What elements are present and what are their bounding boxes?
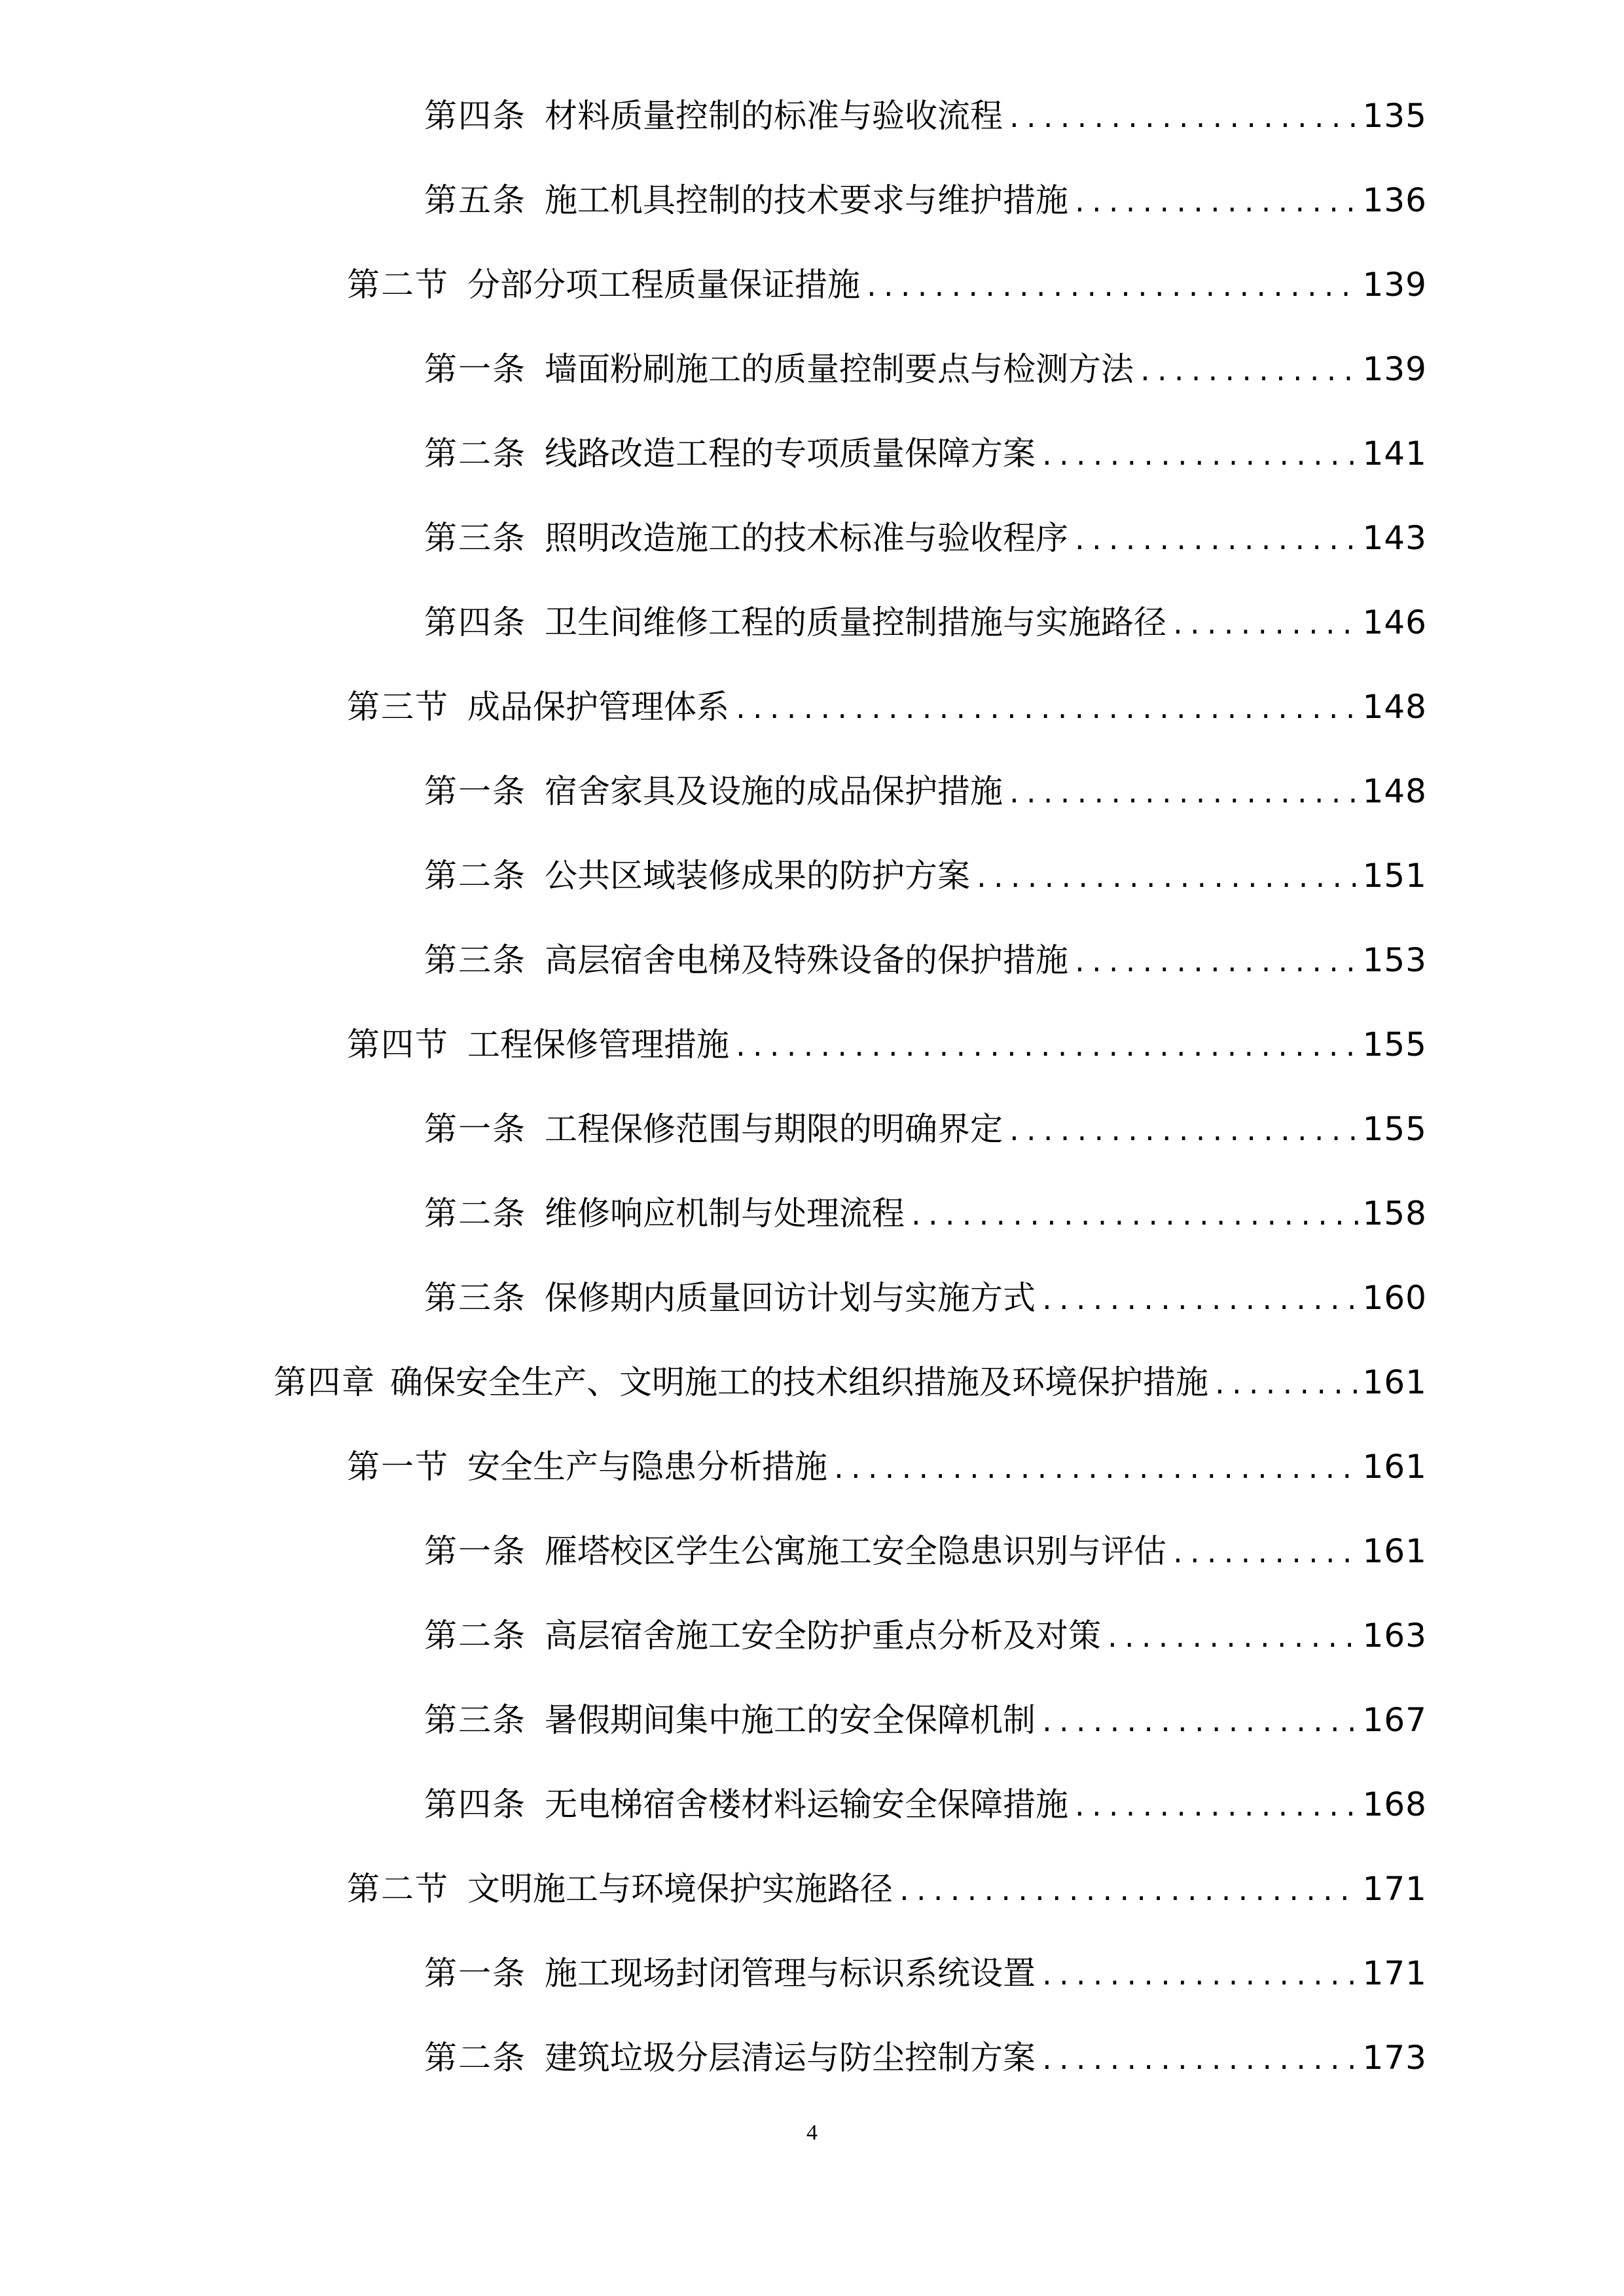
toc-entry-number: 第二节 <box>347 1869 449 1908</box>
toc-entry-body <box>347 1869 1427 1908</box>
toc-entry-page: 153 <box>1362 941 1427 979</box>
toc-entry-page: 139 <box>1362 265 1427 304</box>
toc-entry-number: 第三条 <box>424 518 526 557</box>
toc-entry[interactable] <box>424 495 1624 580</box>
toc-entry-page: 161 <box>1362 1363 1427 1401</box>
dot-leader <box>1072 950 1359 975</box>
toc-entry-title: 分部分项工程质量保证措施 <box>467 265 860 304</box>
toc-entry-title: 暑假期间集中施工的安全保障机制 <box>545 1700 1036 1739</box>
toc-entry[interactable] <box>424 2015 1624 2100</box>
toc-entry[interactable] <box>424 327 1624 411</box>
dot-leader <box>733 1035 1359 1060</box>
toc-entry-page: 148 <box>1362 687 1427 726</box>
toc-entry-title: 照明改造施工的技术标准与验收程序 <box>545 518 1068 557</box>
toc-entry-body <box>424 772 1427 810</box>
toc-entry-title: 宿舍家具及设施的成品保护措施 <box>545 772 1003 810</box>
toc-entry-page: 148 <box>1362 772 1427 810</box>
toc-entry[interactable] <box>424 73 1624 158</box>
toc-entry-page: 139 <box>1362 350 1427 388</box>
toc-entry[interactable] <box>424 411 1624 495</box>
toc-entry-title: 成品保护管理体系 <box>467 687 729 726</box>
toc-entry[interactable] <box>274 1340 1624 1424</box>
toc-entry-number: 第二条 <box>424 434 526 473</box>
toc-entry-body <box>274 1363 1427 1401</box>
toc-entry-body <box>424 434 1427 473</box>
toc-entry-page: 161 <box>1362 1447 1427 1486</box>
toc-entry-title: 墙面粉刷施工的质量控制要点与检测方法 <box>545 350 1134 388</box>
toc-entry-number: 第一条 <box>424 350 526 388</box>
toc-entry-number: 第三条 <box>424 941 526 979</box>
toc-entry-title: 雁塔校区学生公寓施工安全隐患识别与评估 <box>545 1532 1166 1570</box>
dot-leader <box>1072 528 1359 553</box>
toc-entry-number: 第二条 <box>424 1194 526 1232</box>
toc-entry-title: 确保安全生产、文明施工的技术组织措施及环境保护措施 <box>390 1363 1208 1401</box>
toc-entry-body <box>424 603 1427 641</box>
toc-entry[interactable] <box>424 1762 1624 1846</box>
toc-entry-body <box>424 1194 1427 1232</box>
toc-entry-page: 146 <box>1362 603 1427 641</box>
toc-entry-number: 第一条 <box>424 1954 526 1992</box>
toc-entry-number: 第四章 <box>274 1363 376 1401</box>
toc-entry[interactable] <box>347 1002 1624 1086</box>
dot-leader <box>1039 1710 1359 1735</box>
toc-entry-body <box>424 350 1427 388</box>
toc-entry-number: 第三条 <box>424 1278 526 1317</box>
toc-entry-title: 高层宿舍电梯及特殊设备的保护措施 <box>545 941 1068 979</box>
dot-leader <box>1007 781 1359 806</box>
dot-leader <box>1138 359 1359 384</box>
toc-entry-title: 高层宿舍施工安全防护重点分析及对策 <box>545 1616 1101 1655</box>
dot-leader <box>1007 106 1359 131</box>
dot-leader <box>1039 1964 1359 1988</box>
toc-entry-number: 第一条 <box>424 772 526 810</box>
toc-entry-number: 第一条 <box>424 1532 526 1570</box>
toc-entry[interactable] <box>424 580 1624 664</box>
toc-entry-number: 第五条 <box>424 181 526 219</box>
toc-entry-number: 第一条 <box>424 1109 526 1148</box>
toc-entry-page: 167 <box>1362 1700 1427 1739</box>
toc-entry-title: 安全生产与隐患分析措施 <box>467 1447 827 1486</box>
toc-entry-page: 171 <box>1362 1954 1427 1992</box>
dot-leader <box>831 1457 1359 1482</box>
toc-entry-number: 第四节 <box>347 1025 449 1064</box>
toc-entry-page: 141 <box>1362 434 1427 473</box>
toc-entry[interactable] <box>424 1593 1624 1677</box>
toc-entry[interactable] <box>347 242 1624 327</box>
toc-entry-body <box>424 856 1427 895</box>
toc-entry-page: 173 <box>1362 2038 1427 2077</box>
toc-entry-body <box>424 1785 1427 1823</box>
dot-leader <box>974 866 1359 891</box>
toc-entry-page: 155 <box>1362 1109 1427 1148</box>
toc-entry-body <box>424 1278 1427 1317</box>
toc-entry-number: 第二条 <box>424 1616 526 1655</box>
toc-entry-title: 工程保修管理措施 <box>467 1025 729 1064</box>
toc-entry-title: 施工现场封闭管理与标识系统设置 <box>545 1954 1036 1992</box>
dot-leader <box>1039 444 1359 469</box>
toc-entry-page: 158 <box>1362 1194 1427 1232</box>
toc-entry-body <box>424 1954 1427 1992</box>
toc-entry-page: 155 <box>1362 1025 1427 1064</box>
toc-entry-page: 143 <box>1362 518 1427 557</box>
dot-leader <box>733 697 1359 722</box>
toc-entry-number: 第四条 <box>424 1785 526 1823</box>
dot-leader <box>1039 1288 1359 1313</box>
toc-entry-number: 第四条 <box>424 96 526 135</box>
dot-leader <box>864 275 1359 300</box>
toc-entry[interactable] <box>424 833 1624 918</box>
toc-entry-title: 建筑垃圾分层清运与防尘控制方案 <box>545 2038 1036 2077</box>
toc-entry[interactable] <box>424 1255 1624 1340</box>
dot-leader <box>1072 1795 1359 1820</box>
toc-entry-page: 171 <box>1362 1869 1427 1908</box>
toc-entry-page: 163 <box>1362 1616 1427 1655</box>
page-number: 4 <box>806 2121 818 2145</box>
toc-entry-title: 公共区域装修成果的防护方案 <box>545 856 970 895</box>
dot-leader <box>1072 190 1359 215</box>
dot-leader <box>1170 613 1359 637</box>
toc-entry-body <box>424 518 1427 557</box>
toc-entry[interactable] <box>347 1846 1624 1931</box>
toc-entry-number: 第二条 <box>424 856 526 895</box>
toc-entry-body <box>347 1025 1427 1064</box>
toc-entry-body <box>347 1447 1427 1486</box>
toc-entry-number: 第二节 <box>347 265 449 304</box>
toc-entry-body <box>347 265 1427 304</box>
toc-entry-page: 151 <box>1362 856 1427 895</box>
toc-entry-title: 卫生间维修工程的质量控制措施与实施路径 <box>545 603 1166 641</box>
toc-entry[interactable] <box>424 749 1624 833</box>
toc-entry[interactable] <box>424 158 1624 242</box>
toc-entry-body <box>424 181 1427 219</box>
toc-entry[interactable] <box>347 664 1624 749</box>
toc-entry-title: 施工机具控制的技术要求与维护措施 <box>545 181 1068 219</box>
toc-entry-body <box>424 1532 1427 1570</box>
toc-entry-title: 工程保修范围与期限的明确界定 <box>545 1109 1003 1148</box>
dot-leader <box>1105 1626 1359 1651</box>
toc-entry-page: 136 <box>1362 181 1427 219</box>
dot-leader <box>1212 1372 1359 1397</box>
toc-entry-page: 168 <box>1362 1785 1427 1823</box>
toc-entry-page: 161 <box>1362 1532 1427 1570</box>
toc-entry[interactable] <box>424 1677 1624 1762</box>
dot-leader <box>1170 1541 1359 1566</box>
toc-entry-number: 第二条 <box>424 2038 526 2077</box>
toc-entry-title: 文明施工与环境保护实施路径 <box>467 1869 893 1908</box>
toc-entry-body <box>424 1700 1427 1739</box>
toc-entry[interactable] <box>424 1171 1624 1255</box>
toc-entry-body <box>424 941 1427 979</box>
toc-entry-number: 第四条 <box>424 603 526 641</box>
toc-entry-body <box>347 687 1427 726</box>
toc-entry-title: 维修响应机制与处理流程 <box>545 1194 905 1232</box>
toc-entry[interactable] <box>424 1931 1624 2015</box>
toc-entry-page: 135 <box>1362 96 1427 135</box>
toc-entry-body <box>424 96 1427 135</box>
toc-entry-title: 无电梯宿舍楼材料运输安全保障措施 <box>545 1785 1068 1823</box>
dot-leader <box>1007 1119 1359 1144</box>
dot-leader <box>897 1879 1359 1904</box>
toc-entry-title: 保修期内质量回访计划与实施方式 <box>545 1278 1036 1317</box>
toc-entry-number: 第三条 <box>424 1700 526 1739</box>
toc-entry-page: 160 <box>1362 1278 1427 1317</box>
toc-entry[interactable] <box>424 1086 1624 1171</box>
toc-entry-body <box>424 1616 1427 1655</box>
toc-entry-body <box>424 2038 1427 2077</box>
toc-entry-title: 材料质量控制的标准与验收流程 <box>545 96 1003 135</box>
toc-entry-number: 第一节 <box>347 1447 449 1486</box>
toc-entry[interactable] <box>347 1424 1624 1509</box>
dot-leader <box>1039 2048 1359 2073</box>
toc-entry[interactable] <box>424 918 1624 1002</box>
table-of-contents <box>0 73 1624 2100</box>
toc-entry-number: 第三节 <box>347 687 449 726</box>
toc-entry-title: 线路改造工程的专项质量保障方案 <box>545 434 1036 473</box>
toc-entry-body <box>424 1109 1427 1148</box>
toc-entry[interactable] <box>424 1509 1624 1593</box>
dot-leader <box>909 1204 1359 1229</box>
